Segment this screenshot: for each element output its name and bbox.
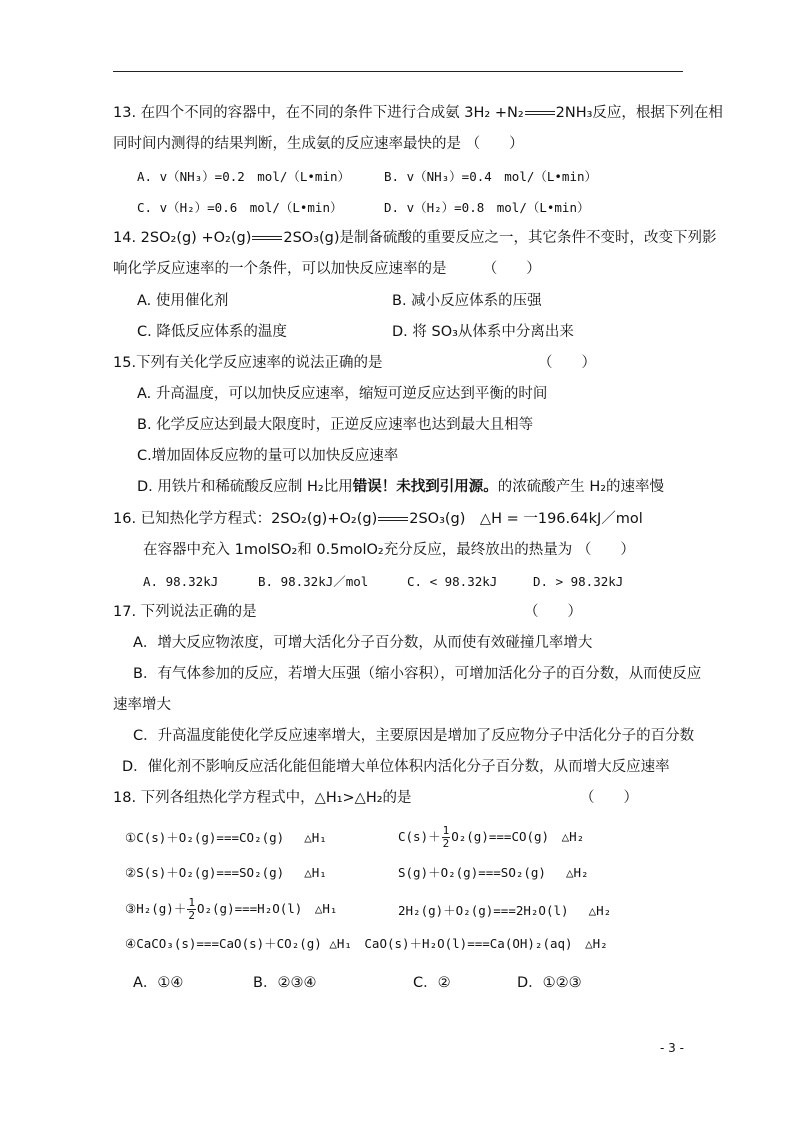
fraction-numerator: 1 bbox=[188, 896, 195, 909]
q18-stem: 18. 下列各组热化学方程式中，△H₁>△H₂的是 bbox=[113, 790, 412, 806]
q18-option-d: D．①②③ bbox=[517, 975, 582, 991]
q17-option-b-line1: B．有气体参加的反应，若增大压强（缩小容积），可增加活化分子的百分数，从而使反应 bbox=[133, 666, 702, 682]
q18-row4: ④CaCO₃(s)===CaO(s)＋CO₂(g) △H₁ CaO(s)＋H₂O(l)===Ca(OH)₂(aq) △H₂ bbox=[125, 936, 608, 951]
fraction-numerator: 1 bbox=[442, 824, 450, 837]
q15-stem: 15.下列有关化学反应速率的说法正确的是 bbox=[113, 355, 383, 371]
equilibrium-arrow-icon bbox=[378, 515, 408, 523]
q17-option-d: D．催化剂不影响反应活化能但能增大单位体积内活化分子百分数，从而增大反应速率 bbox=[122, 759, 670, 775]
page-number: - 3 - bbox=[660, 1041, 684, 1055]
q18-row3-left-pre: ③H₂(g)＋ bbox=[125, 901, 187, 916]
q13-stem-line1 bbox=[113, 104, 723, 122]
q15-option-d-part1: D. 用铁片和稀硫酸反应制 H₂比用 bbox=[137, 479, 353, 495]
fraction-denominator: 2 bbox=[188, 909, 195, 922]
q18-row1-right bbox=[398, 823, 584, 851]
q18-row3-right: 2H₂(g)＋O₂(g)===2H₂O(l) △H₂ bbox=[398, 903, 612, 918]
q16-stem-line2: 在容器中充入 1molSO₂和 0.5molO₂充分反应，最终放出的热量为 （ ） bbox=[143, 542, 635, 558]
q16-stem-part2: 2SO₃(g) △H = 一196.64kJ／mol bbox=[409, 511, 643, 527]
q15-answer-paren: （ ） bbox=[538, 355, 596, 371]
q14-stem-part1: 14. 2SO₂(g) +O₂(g) bbox=[113, 230, 252, 246]
q18-row1-left: ①C(s)＋O₂(g)===CO₂(g) △H₁ bbox=[125, 830, 327, 845]
q13-option-b: B. v（NH₃）=0.4 mol/（L•min） bbox=[384, 169, 598, 184]
q17-answer-paren: （ ） bbox=[524, 604, 582, 620]
q16-option-d: D. > 98.32kJ bbox=[533, 574, 624, 589]
q18-row1-right-post: O₂(g)===CO(g) △H₂ bbox=[451, 829, 585, 844]
q13-option-a: A. v（NH₃）=0.2 mol/（L•min） bbox=[137, 169, 351, 184]
q13-stem-line2: 同时间内测得的结果判断，生成氨的反应速率最快的是 （ ） bbox=[113, 136, 524, 152]
q13-option-c: C. v（H₂）=0.6 mol/（L•min） bbox=[137, 200, 343, 215]
q18-row2-left: ②S(s)＋O₂(g)===SO₂(g) △H₁ bbox=[125, 865, 327, 880]
fraction-one-half bbox=[187, 897, 196, 922]
q14-option-b: B. 减小反应体系的压强 bbox=[392, 293, 542, 309]
q18-row3-left-post: O₂(g)===H₂O(l) △H₁ bbox=[196, 901, 338, 916]
q16-stem-part1: 16. 已知热化学方程式：2SO₂(g)+O₂(g) bbox=[113, 511, 378, 527]
q14-option-d: D. 将 SO₃从体系中分离出来 bbox=[392, 324, 574, 340]
q13-option-d: D. v（H₂）=0.8 mol/（L•min） bbox=[384, 200, 590, 215]
q18-row2-right: S(g)＋O₂(g)===SO₂(g) △H₂ bbox=[398, 865, 589, 880]
q15-option-d-part3: 的浓硫酸产生 H₂的速率慢 bbox=[497, 479, 665, 495]
q17-stem: 17. 下列说法正确的是 bbox=[113, 604, 257, 620]
q14-option-a: A. 使用催化剂 bbox=[137, 293, 229, 309]
equilibrium-arrow-icon bbox=[525, 109, 555, 117]
q17-option-b-line2: 速率增大 bbox=[113, 697, 171, 713]
q16-stem-line1 bbox=[113, 510, 643, 528]
q18-option-a: A．①④ bbox=[133, 975, 184, 991]
q17-option-a: A．增大反应物浓度，可增大活化分子百分数，从而使有效碰撞几率增大 bbox=[133, 635, 593, 651]
q14-stem-part2: 2SO₃(g)是制备硫酸的重要反应之一，其它条件不变时，改变下列影 bbox=[283, 230, 717, 246]
q18-row3-left bbox=[125, 895, 337, 923]
header-rule bbox=[113, 71, 683, 72]
q14-option-c: C. 降低反应体系的温度 bbox=[137, 324, 287, 340]
q15-option-c: C.增加固体反应物的量可以加快反应速率 bbox=[137, 448, 399, 464]
q13-stem-part2: 2NH₃反应，根据下列在相 bbox=[555, 105, 723, 121]
q18-option-b: B．②③④ bbox=[253, 975, 317, 991]
q15-option-d bbox=[137, 478, 664, 496]
q18-row1-right-pre: C(s)＋ bbox=[398, 829, 441, 844]
q14-stem-line2: 响化学反应速率的一个条件，可以加快反应速率的是 （ ） bbox=[113, 261, 541, 277]
q18-option-c: C．② bbox=[413, 975, 451, 991]
q16-option-c: C. < 98.32kJ bbox=[407, 574, 498, 589]
fraction-denominator: 2 bbox=[442, 837, 450, 850]
equilibrium-arrow-icon bbox=[252, 234, 282, 242]
q18-answer-paren: （ ） bbox=[580, 790, 638, 806]
q16-option-a: A. 98.32kJ bbox=[143, 574, 219, 589]
fraction-one-half bbox=[442, 825, 451, 850]
q13-stem-part1: 13. 在四个不同的容器中，在不同的条件下进行合成氨 3H₂ +N₂ bbox=[113, 105, 524, 121]
q15-option-d-error-ref: 错误！未找到引用源。 bbox=[352, 479, 498, 495]
q17-option-c: C．升高温度能使化学反应速率增大，主要原因是增加了反应物分子中活化分子的百分数 bbox=[133, 728, 695, 744]
q16-option-b: B. 98.32kJ／mol bbox=[258, 574, 369, 589]
q15-option-b: B. 化学反应达到最大限度时，正逆反应速率也达到最大且相等 bbox=[137, 417, 534, 433]
q14-stem-line1 bbox=[113, 229, 717, 247]
q15-option-a: A. 升高温度，可以加快反应速率，缩短可逆反应达到平衡的时间 bbox=[137, 386, 548, 402]
